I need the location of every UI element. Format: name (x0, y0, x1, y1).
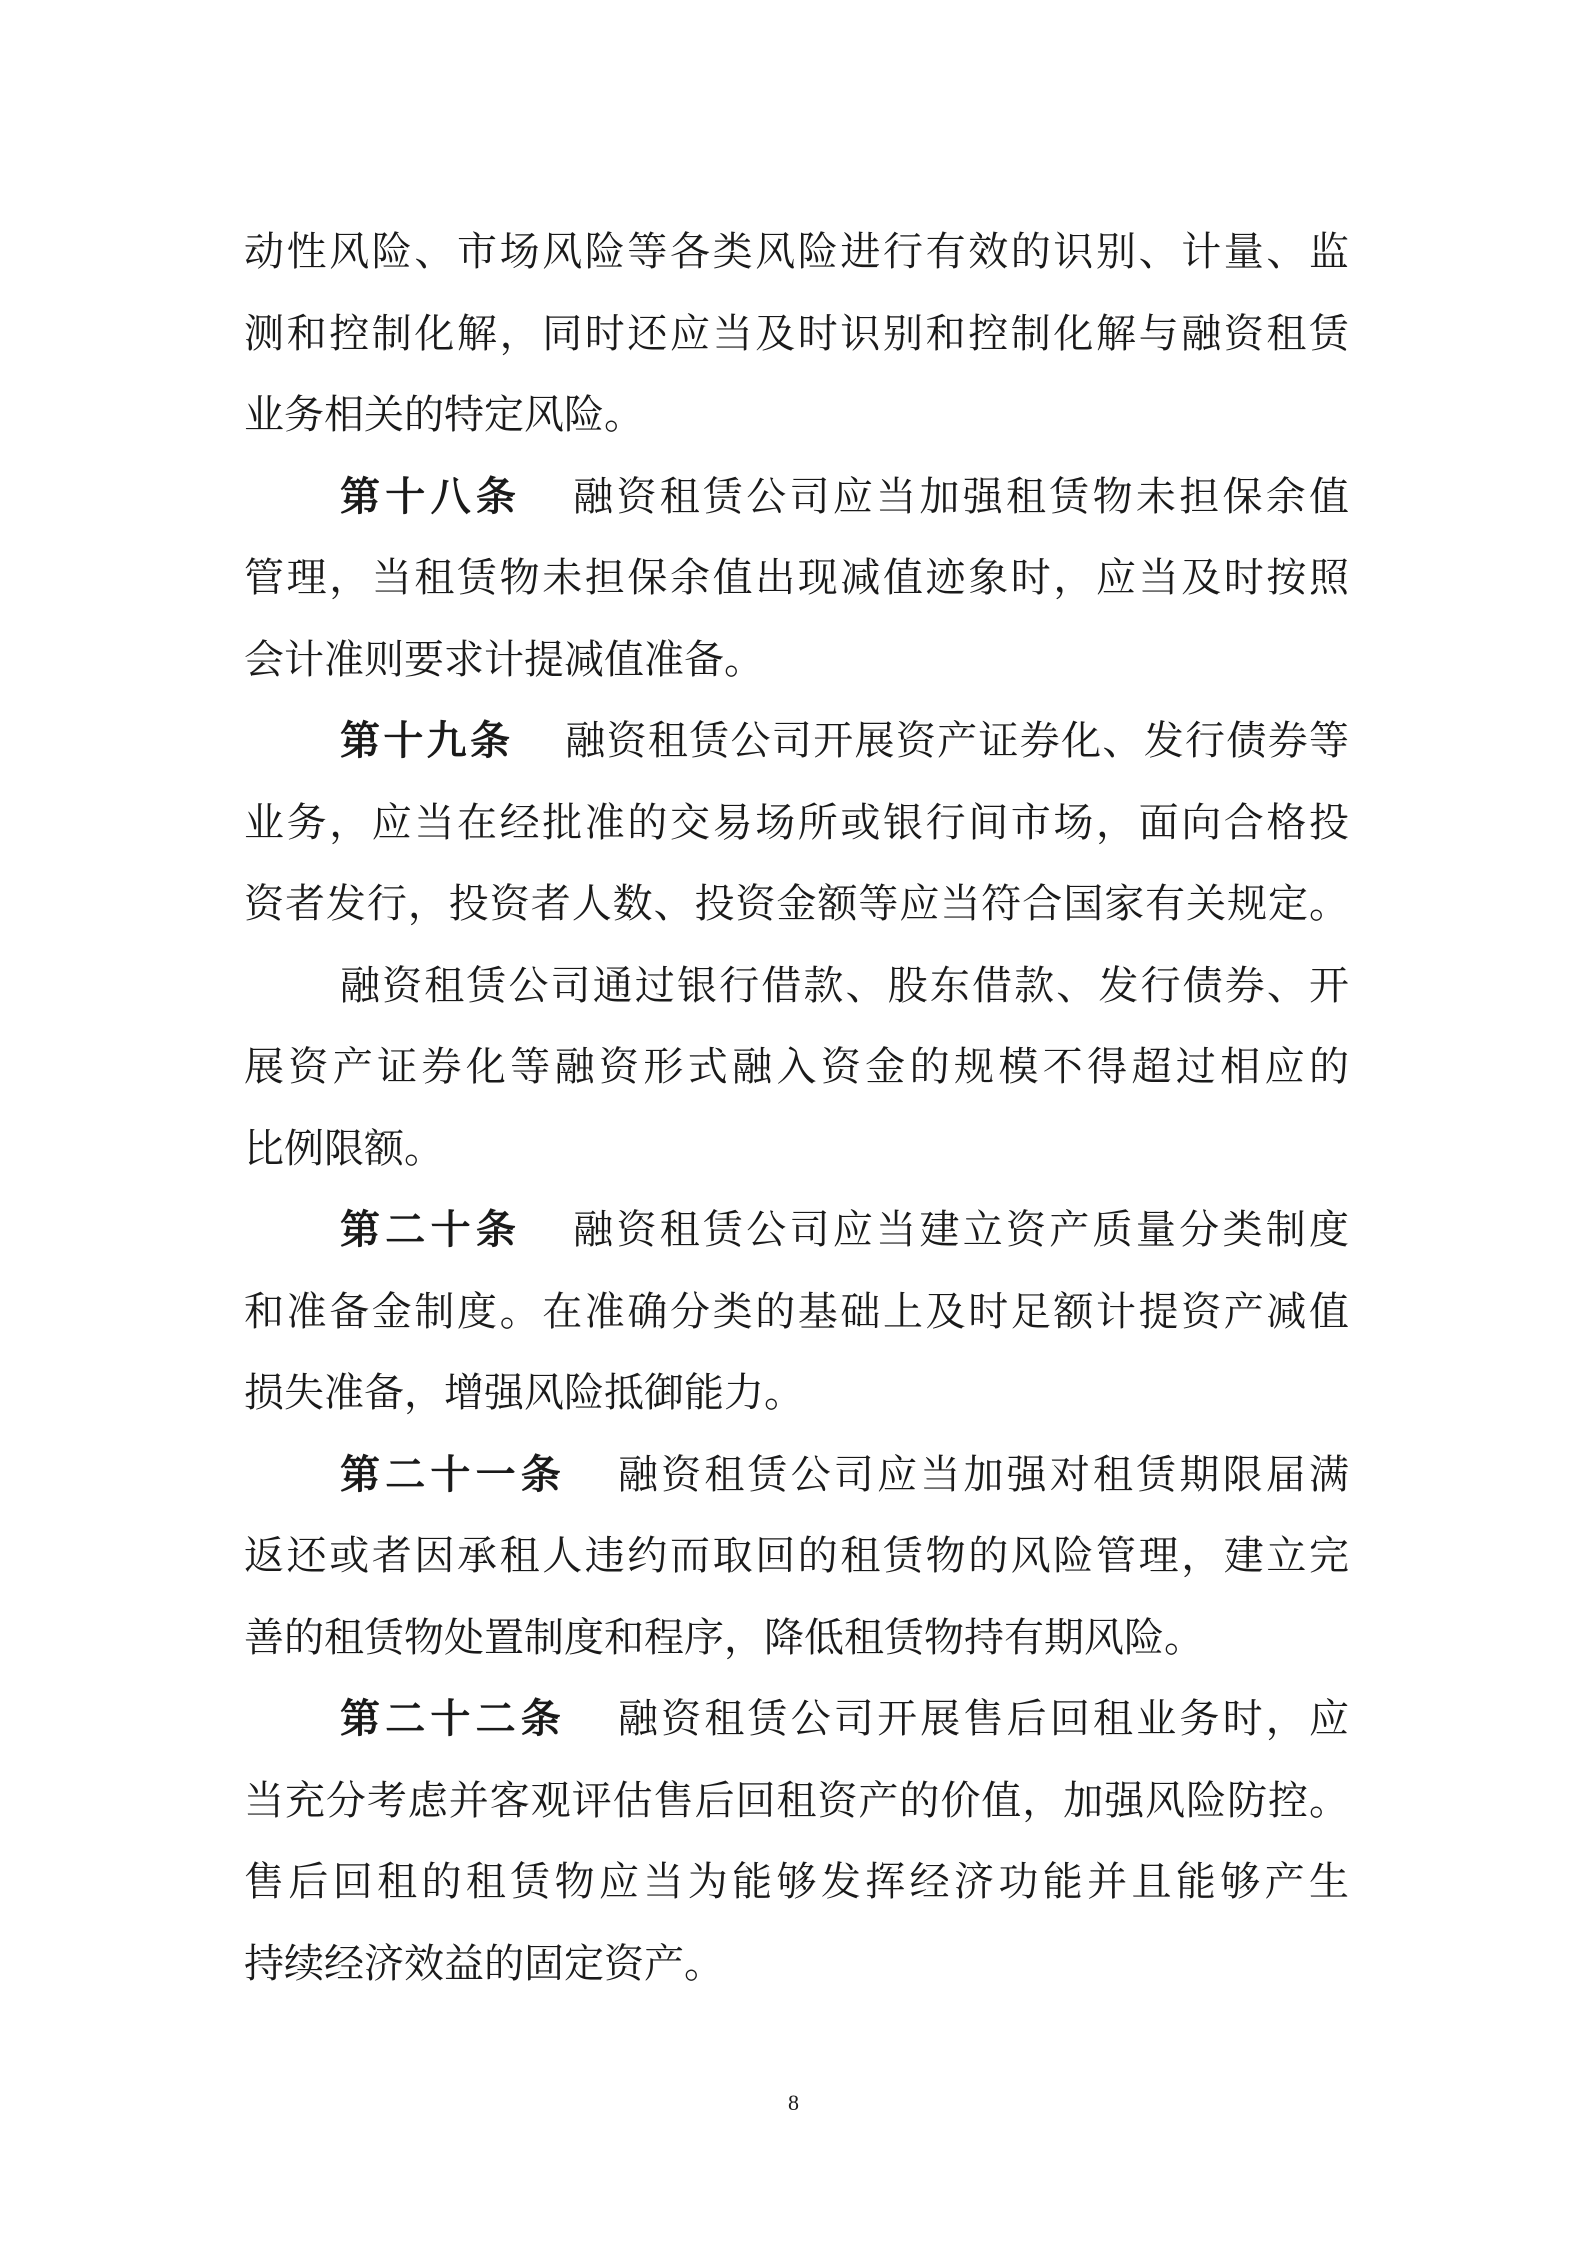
text-run: 融资租赁公司应当建立资产质量分类制度 (573, 1207, 1350, 1253)
text-run: 融资租赁公司开展售后回租业务时，应 (617, 1696, 1350, 1742)
text-line: 返还或者因承租人违约而取回的租赁物的风险管理，建立完 (244, 1533, 1349, 1579)
text-line: 比例限额。 (244, 1125, 444, 1172)
article-first-line (244, 1190, 1349, 1272)
paragraph-financing-limits (244, 946, 1349, 1191)
article-heading: 第二十条 (340, 1207, 522, 1253)
paragraph-continuation (244, 212, 1349, 457)
text-line: 展资产证券化等融资形式融入资金的规模不得超过相应的 (244, 1044, 1349, 1090)
text-line: 善的租赁物处置制度和程序，降低租赁物持有期风险。 (244, 1614, 1204, 1661)
text-line: 测和控制化解，同时还应当及时识别和控制化解与融资租赁 (244, 310, 1349, 357)
article-first-line (244, 457, 1349, 539)
article-first-line (244, 701, 1349, 783)
article-heading: 第二十二条 (340, 1696, 566, 1742)
article-first-line (244, 1435, 1349, 1517)
article-heading: 第十八条 (340, 473, 522, 520)
text-run: 融资租赁公司应当加强对租赁期限届满 (617, 1451, 1350, 1498)
text-line: 售后回租的租赁物应当为能够发挥经济功能并且能够产生 (244, 1859, 1349, 1905)
document-body (244, 212, 1349, 2005)
article-heading: 第二十一条 (340, 1451, 566, 1498)
article-19 (244, 701, 1349, 946)
article-heading: 第十九条 (340, 718, 514, 764)
text-line: 会计准则要求计提减值准备。 (244, 636, 764, 683)
text-run: 融资租赁公司应当加强租赁物未担保余值 (573, 473, 1350, 520)
text-line: 融资租赁公司通过银行借款、股东借款、发行债券、开 (340, 962, 1349, 1009)
text-run: 融资租赁公司开展资产证券化、发行债券等 (565, 718, 1350, 764)
page-number: 8 (788, 2090, 799, 2115)
text-line: 当充分考虑并客观评估售后回租资产的价值，加强风险防控。 (244, 1777, 1349, 1824)
text-line: 业务相关的特定风险。 (244, 392, 644, 438)
article-21 (244, 1435, 1349, 1680)
article-first-line (244, 1679, 1349, 1761)
text-line: 持续经济效益的固定资产。 (244, 1940, 724, 1987)
article-18 (244, 457, 1349, 702)
article-20 (244, 1190, 1349, 1435)
text-line: 损失准备，增强风险抵御能力。 (244, 1370, 804, 1416)
text-line: 业务，应当在经批准的交易场所或银行间市场，面向合格投 (244, 799, 1349, 846)
text-line: 动性风险、市场风险等各类风险进行有效的识别、计量、监 (244, 229, 1349, 275)
article-22 (244, 1679, 1349, 2005)
text-line: 资者发行，投资者人数、投资金额等应当符合国家有关规定。 (244, 881, 1349, 927)
text-line: 管理，当租赁物未担保余值出现减值迹象时，应当及时按照 (244, 555, 1349, 601)
text-line: 和准备金制度。在准确分类的基础上及时足额计提资产减值 (244, 1288, 1349, 1335)
